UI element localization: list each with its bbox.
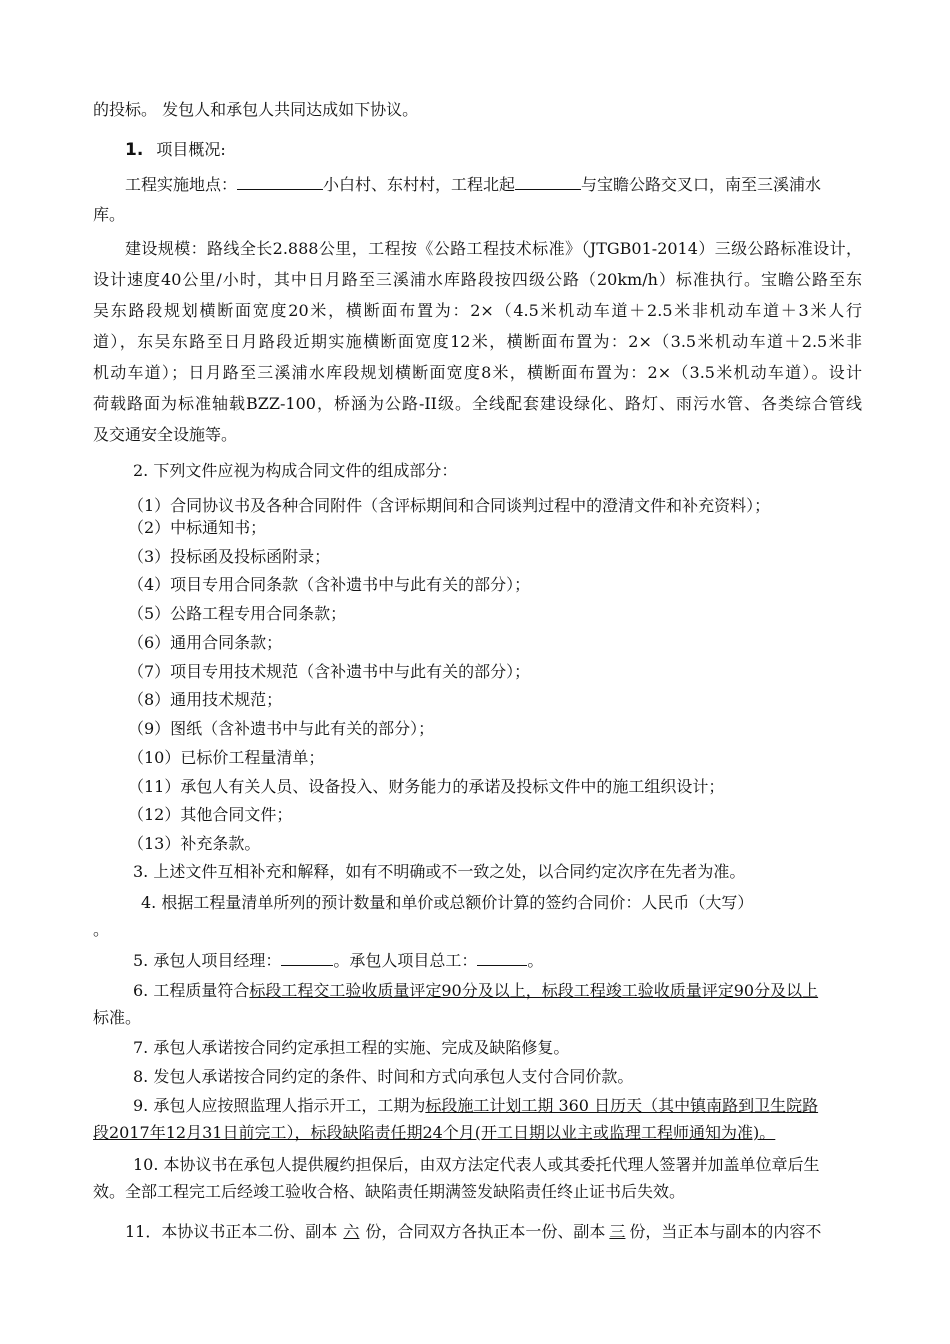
blank-chief-engineer [477, 950, 527, 966]
scale-line-5: 机动车道）；日月路至三溪浦水库段规划横断面宽度8米，横断面布置为：2×（3.5米机动车道）。设计 [93, 363, 862, 382]
doc-item-2: （2）中标通知书； [128, 518, 267, 537]
doc-item-7: （7）项目专用技术规范（含补遗书中与此有关的部分）； [128, 662, 531, 681]
scale-line-7: 及交通安全设施等。 [93, 425, 238, 444]
section-10-line-2: 效。全部工程完工后经竣工验收合格、缺陷责任期满签发缺陷责任终止证书后失效。 [93, 1182, 686, 1201]
doc-item-6: （6）通用合同条款； [128, 633, 283, 652]
section-9 [133, 1096, 862, 1116]
doc-item-13: （13）补充条款。 [128, 834, 261, 853]
section-11-lead: 11．本协议书正本二份、副本 [125, 1222, 338, 1241]
quality-standard: 标段工程交工验收质量评定90分及以上，标段工程竣工验收质量评定90分及以上 [249, 981, 819, 1000]
blank-north-start [515, 174, 581, 190]
doc-item-8: （8）通用技术规范； [128, 690, 283, 709]
section-11-end: 份，当正本与副本的内容不 [629, 1222, 822, 1241]
location-line [125, 174, 862, 195]
section-1-title: 项目概况: [156, 140, 226, 159]
doc-item-4: （4）项目专用合同条款（含补遗书中与此有关的部分）； [128, 575, 531, 594]
section-4-line-1: 4. 根据工程量清单所列的预计数量和单价或总额价计算的签约合同价：人民币（大写） [141, 893, 754, 912]
section-11 [125, 1222, 862, 1242]
intro-line: 的投标。 发包人和承包人共同达成如下协议。 [93, 100, 419, 119]
doc-item-5: （5）公路工程专用合同条款； [128, 604, 347, 623]
section-8: 8. 发包人承诺按合同约定的条件、时间和方式向承包人支付合同价款。 [133, 1067, 634, 1086]
scale-line-6: 荷载路面为标准轴载BZZ-100，桥涵为公路-II级。全线配套建设绿化、路灯、雨污水管、各类综合管线 [93, 394, 862, 413]
section-6-cont: 标准。 [93, 1008, 142, 1027]
section-3: 3. 上述文件互相补充和解释，如有不明确或不一致之处，以合同约定次序在先者为准。 [133, 862, 746, 881]
chief-engineer-label: 。承包人项目总工： [333, 951, 478, 970]
doc-item-1: （1）合同协议书及各种合同附件（含评标期间和合同谈判过程中的澄清文件和补充资料）； [128, 496, 771, 515]
section-9-lead: 9. 承包人应按照监理人指示开工，工期为 [133, 1096, 426, 1115]
section-6-lead: 6. 工程质量符合 [133, 981, 250, 1000]
copies-each: 三 [609, 1222, 626, 1241]
defect-liability-period: 段2017年12月31日前完工），标段缺陷责任期24个月(开工日期以业主或监理工程师通知为准)。 [93, 1123, 776, 1142]
copies-total: 六 [343, 1222, 360, 1241]
scale-line-1: 建设规模：路线全长2.888公里，工程按《公路工程技术标准》（JTGB01-2014）三级公路标准设计， [125, 239, 862, 258]
blank-location [237, 174, 323, 190]
doc-item-9: （9）图纸（含补遗书中与此有关的部分）； [128, 719, 435, 738]
section-10-line-1: 10. 本协议书在承包人提供履约担保后，由双方法定代表人或其委托代理人签署并加盖单位章后生 [133, 1155, 820, 1174]
doc-item-3: （3）投标函及投标函附录； [128, 547, 331, 566]
scale-line-2: 设计速度40公里/小时，其中日月路至三溪浦水库路段按四级公路（20km/h）标准执行。宝瞻公路至东 [93, 270, 862, 289]
section-7: 7. 承包人承诺按合同约定承担工程的实施、完成及缺陷修复。 [133, 1038, 570, 1057]
section-9-cont [93, 1123, 862, 1143]
scale-line-3: 吴东路段规划横断面宽度20米，横断面布置为：2×（4.5米机动车道＋2.5米非机动车道＋3米人行 [93, 301, 862, 320]
section-1-number: 1. [125, 140, 144, 160]
construction-period: 标段施工计划工期 360 日历天（其中镇南路到卫生院路 [425, 1096, 819, 1115]
section-1-heading [125, 140, 862, 160]
doc-item-11: （11）承包人有关人员、设备投入、财务能力的承诺及投标文件中的施工组织设计； [128, 777, 725, 796]
section-5 [133, 950, 862, 971]
blank-project-manager [281, 950, 333, 966]
section-5-end: 。 [527, 951, 544, 970]
doc-item-10: （10）已标价工程量清单； [128, 748, 325, 767]
location-cont: 库。 [93, 205, 126, 224]
doc-item-12: （12）其他合同文件； [128, 805, 293, 824]
section-4-line-2: 。 [93, 920, 110, 939]
location-end: 与宝瞻公路交叉口，南至三溪浦水 [581, 175, 822, 194]
location-label: 工程实施地点： [125, 175, 238, 194]
location-villages: 小白村、东村村，工程北起 [323, 175, 516, 194]
section-11-mid: 份，合同双方各执正本一份、副本 [365, 1222, 606, 1241]
section-6 [133, 981, 862, 1001]
section-2-heading: 2. 下列文件应视为构成合同文件的组成部分： [133, 461, 458, 480]
scale-line-4: 道），东吴东路至日月路段近期实施横断面宽度12米，横断面布置为：2×（3.5米机动车道＋2.5米非 [93, 332, 862, 351]
pm-label: 5. 承包人项目经理： [133, 951, 282, 970]
